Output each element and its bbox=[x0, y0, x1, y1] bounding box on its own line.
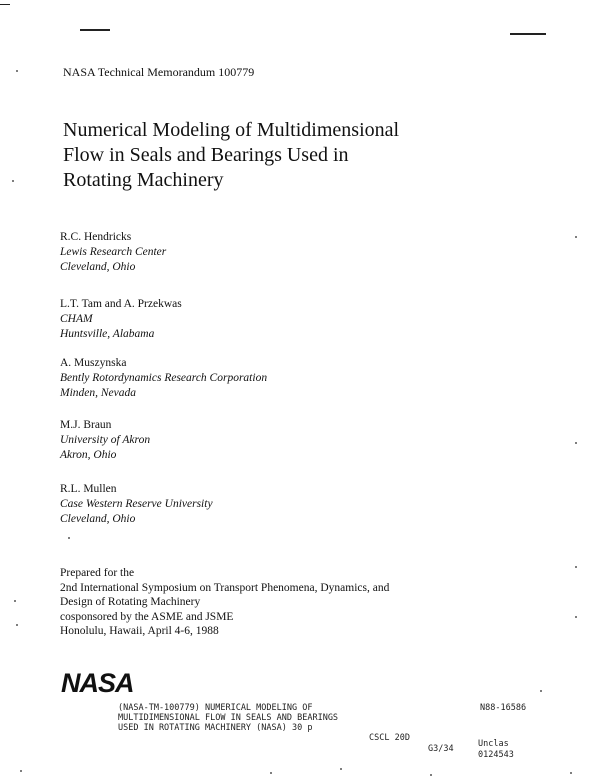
prepared-for-note bbox=[60, 566, 389, 639]
memo-number: NASA Technical Memorandum 100779 bbox=[63, 65, 255, 79]
catalog-accession-number: N88-16586 bbox=[480, 703, 527, 713]
prepared-line: Honolulu, Hawaii, April 4-6, 1988 bbox=[60, 625, 219, 637]
prepared-line: Prepared for the bbox=[60, 567, 135, 579]
author-location: Minden, Nevada bbox=[60, 387, 137, 399]
author-block bbox=[60, 230, 166, 275]
catalog-entry bbox=[118, 703, 338, 733]
author-location: Akron, Ohio bbox=[60, 449, 117, 461]
author-name: A. Muszynska bbox=[60, 357, 127, 369]
prepared-line: 2nd International Symposium on Transport Phenomena, Dynamics, and bbox=[60, 581, 390, 594]
author-name: L.T. Tam and A. Przekwas bbox=[60, 298, 182, 310]
scan-speck bbox=[575, 442, 577, 444]
author-block bbox=[60, 356, 267, 401]
scan-mark-top-right bbox=[510, 33, 546, 35]
title-line: Numerical Modeling of Multidimensional bbox=[63, 119, 400, 141]
author-location: Cleveland, Ohio bbox=[60, 261, 136, 273]
scan-speck bbox=[570, 772, 572, 774]
author-location: Huntsville, Alabama bbox=[60, 328, 155, 340]
scan-speck bbox=[20, 770, 22, 772]
scan-speck bbox=[540, 690, 542, 692]
catalog-unclas: Unclas bbox=[478, 739, 509, 749]
prepared-line: cosponsored by the ASME and JSME bbox=[60, 610, 234, 623]
author-location: Cleveland, Ohio bbox=[60, 513, 136, 525]
author-block bbox=[60, 418, 150, 463]
scan-speck bbox=[12, 180, 14, 182]
scan-speck bbox=[270, 772, 272, 774]
nasa-logo: NASA bbox=[61, 668, 134, 698]
catalog-category: G3/34 bbox=[428, 744, 454, 754]
scan-speck bbox=[340, 768, 342, 770]
catalog-line: USED IN ROTATING MACHINERY (NASA) 30 p bbox=[118, 723, 313, 733]
title-line: Rotating Machinery bbox=[63, 169, 224, 191]
author-name: R.L. Mullen bbox=[60, 483, 117, 495]
catalog-line: MULTIDIMENSIONAL FLOW IN SEALS AND BEARINGS bbox=[118, 713, 339, 723]
author-name: R.C. Hendricks bbox=[60, 231, 132, 243]
title-line: Flow in Seals and Bearings Used in bbox=[63, 144, 349, 166]
catalog-cscl: CSCL 20D bbox=[369, 733, 410, 743]
author-name: M.J. Braun bbox=[60, 419, 112, 431]
author-block bbox=[60, 297, 182, 342]
author-affiliation: Bently Rotordynamics Research Corporation bbox=[60, 372, 268, 384]
prepared-line: Design of Rotating Machinery bbox=[60, 596, 201, 608]
catalog-line: (NASA-TM-100779) NUMERICAL MODELING OF bbox=[118, 703, 313, 713]
author-block bbox=[60, 482, 213, 527]
author-affiliation: Case Western Reserve University bbox=[60, 498, 213, 510]
scan-mark-top-left bbox=[80, 29, 110, 31]
scan-speck bbox=[16, 70, 18, 72]
author-affiliation: Lewis Research Center bbox=[60, 246, 167, 258]
scan-speck bbox=[68, 537, 70, 539]
scan-speck bbox=[16, 624, 18, 626]
scan-speck bbox=[430, 774, 432, 776]
author-affiliation: CHAM bbox=[60, 313, 93, 325]
author-affiliation: University of Akron bbox=[60, 434, 151, 446]
document-title bbox=[63, 118, 399, 193]
scan-speck bbox=[14, 600, 16, 602]
scan-speck bbox=[575, 616, 577, 618]
scan-mark-corner bbox=[0, 4, 10, 5]
catalog-number: 0124543 bbox=[478, 750, 514, 760]
scan-speck bbox=[575, 236, 577, 238]
scan-speck bbox=[575, 566, 577, 568]
